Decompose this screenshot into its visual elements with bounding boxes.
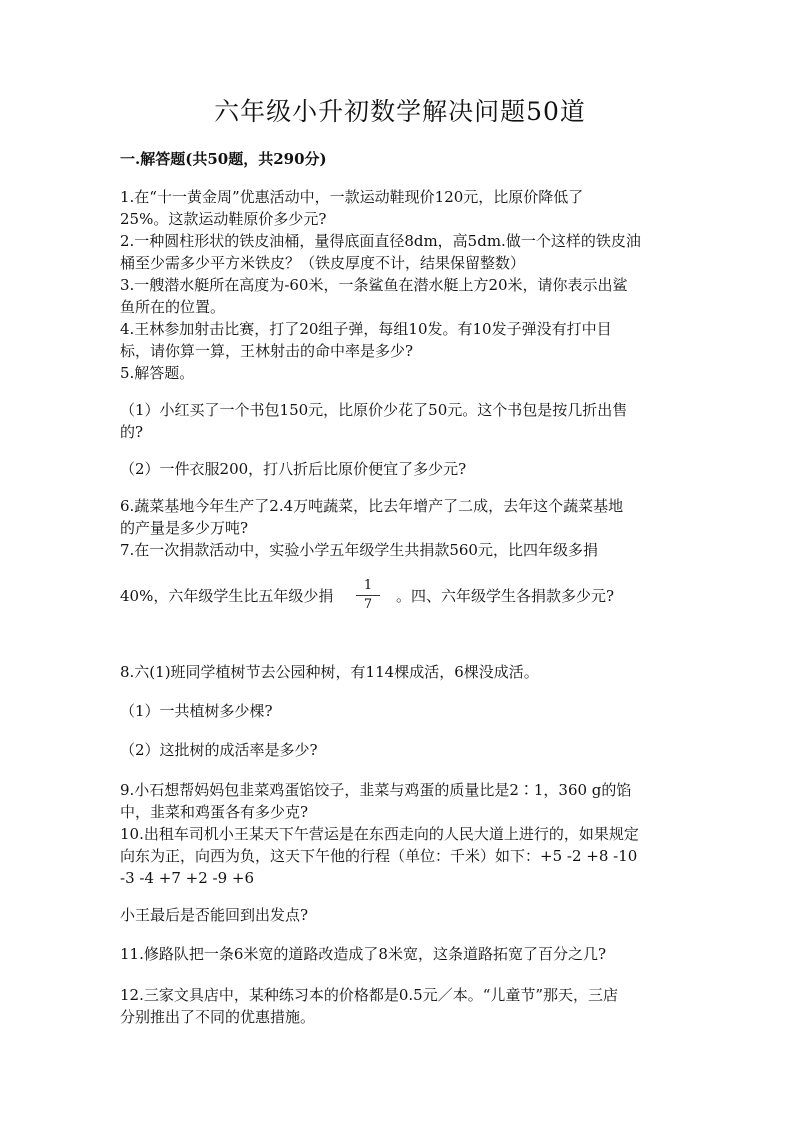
question-2-line-2: 桶至少需多少平方米铁皮？（铁皮厚度不计，结果保留整数） bbox=[120, 254, 526, 272]
question-10-line-3: -3 -4 +7 +2 -9 +6 bbox=[120, 869, 255, 887]
document-title: 六年级小升初数学解决问题50道 bbox=[214, 97, 586, 126]
question-4-line-1: 4.王林参加射击比赛，打了20组子弹，每组10发。有10发子弹没有打中目 bbox=[120, 320, 612, 338]
question-1-line-2: 25%。这款运动鞋原价多少元? bbox=[120, 210, 327, 228]
question-5-part-1-line-2: 的? bbox=[120, 423, 144, 441]
question-6-line-1: 6.蔬菜基地今年生产了2.4万吨蔬菜，比去年增产了二成，去年这个蔬菜基地 bbox=[120, 497, 624, 515]
question-6-line-2: 的产量是多少万吨? bbox=[120, 519, 249, 537]
question-8-heading: 8.六(1)班同学植树节去公园种树，有114棵成活，6棵没成活。 bbox=[120, 663, 539, 681]
question-10-line-1: 10.出租车司机小王某天下午营运是在东西走向的人民大道上进行的，如果规定 bbox=[120, 825, 639, 843]
question-3-line-1: 3.一艘潜水艇所在高度为-60米，一条鲨鱼在潜水艇上方20米，请你表示出鲨 bbox=[120, 276, 628, 294]
question-12-line-2: 分别推出了不同的优惠措施。 bbox=[120, 1008, 316, 1026]
question-5-heading: 5.解答题。 bbox=[120, 364, 195, 382]
question-3-line-2: 鱼所在的位置。 bbox=[120, 298, 226, 316]
fraction-numerator: 1 bbox=[356, 578, 380, 596]
question-10-line-4: 小王最后是否能回到出发点? bbox=[120, 906, 309, 924]
question-11: 11.修路队把一条6米宽的道路改造成了8米宽，这条道路拓宽了百分之几? bbox=[120, 945, 606, 963]
question-7-line-1: 7.在一次捐款活动中，实验小学五年级学生共捐款560元，比四年级多捐 bbox=[120, 541, 598, 559]
question-9-line-1: 9.小石想帮妈妈包韭菜鸡蛋馅饺子，韭菜与鸡蛋的质量比是2∶1，360 g的馅 bbox=[120, 781, 632, 799]
question-8-part-2: （2）这批树的成活率是多少? bbox=[120, 741, 318, 759]
fraction-denominator: 7 bbox=[363, 597, 373, 612]
question-7-line-2: 40%，六年级学生比五年级少捐 bbox=[120, 587, 334, 605]
question-8-part-1: （1）一共植树多少棵? bbox=[120, 702, 273, 720]
question-7-line-2-end: 。四、六年级学生各捐款多少元? bbox=[396, 587, 615, 605]
question-10-line-2: 向东为正，向西为负，这天下午他的行程（单位：千米）如下：+5 -2 +8 -10 bbox=[120, 847, 638, 865]
section-heading: 一.解答题(共50题，共290分) bbox=[120, 150, 327, 168]
question-9-line-2: 中，韭菜和鸡蛋各有多少克? bbox=[120, 803, 309, 821]
question-4-line-2: 标，请你算一算，王林射击的命中率是多少? bbox=[120, 342, 414, 360]
question-5-part-2: （2）一件衣服200，打八折后比原价便宜了多少元? bbox=[120, 460, 467, 478]
question-1-line-1: 1.在“十一黄金周”优惠活动中，一款运动鞋现价120元，比原价降低了 bbox=[120, 188, 584, 206]
fraction-one-seventh bbox=[356, 578, 380, 613]
question-12-line-1: 12.三家文具店中，某种练习本的价格都是0.5元／本。“儿童节”那天，三店 bbox=[120, 986, 619, 1004]
question-2-line-1: 2.一种圆柱形状的铁皮油桶，量得底面直径8dm，高5dm.做一个这样的铁皮油 bbox=[120, 232, 641, 250]
question-5-part-1-line-1: （1）小红买了一个书包150元，比原价少花了50元。这个书包是按几折出售 bbox=[120, 401, 628, 419]
